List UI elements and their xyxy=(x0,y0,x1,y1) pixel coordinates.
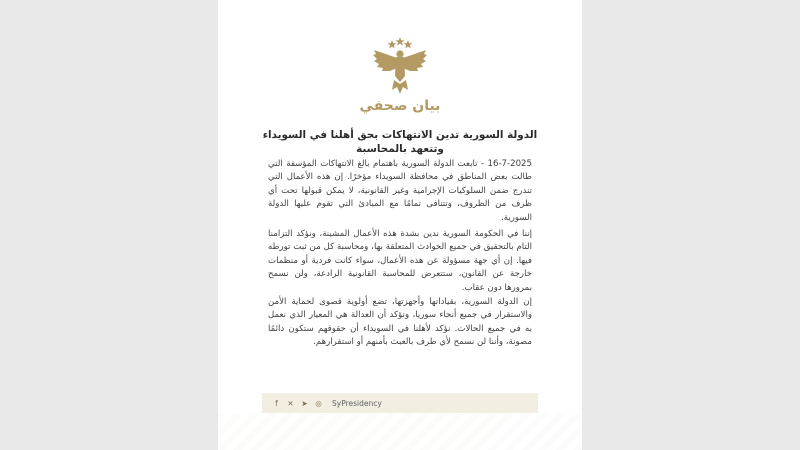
facebook-icon[interactable]: f xyxy=(275,398,278,408)
right-background xyxy=(582,0,800,450)
decorative-pattern xyxy=(218,414,582,450)
telegram-icon[interactable]: ➤ xyxy=(301,398,308,408)
statement-title: الدولة السورية تدين الانتهاكات بحق أهلنا في السويداء وتتعهد بالمحاسبة xyxy=(262,129,538,155)
social-handle[interactable]: SyPresidency xyxy=(332,398,382,408)
social-footer xyxy=(262,393,538,413)
left-background xyxy=(0,0,218,450)
press-statement-document xyxy=(218,0,582,450)
statement-paragraph-2: إننا في الحكومة السورية ندين بشدة هذه الأعمال المشينة، ونؤكد التزامنا التام بالتحقيق في جميع الحوادث المتعلقة بها، ومحاسبة كل من ثبت تورطه فيها. إن أي جهة مسؤولة عن هذه الأعمال، سواء كانت فردية أو منظمات خارجة عن القانون، ستتعرض للمحاسبة القانونية الرادعة، ولن نسمح بمرورها دون عقاب. xyxy=(268,229,532,293)
statement-heading: بيان صحفي xyxy=(359,98,441,114)
x-icon[interactable]: ✕ xyxy=(287,398,294,408)
eagle-emblem-icon xyxy=(370,36,430,98)
statement-paragraph-1: 16-7-2025 - تابعت الدولة السورية باهتمام بالغ الانتهاكات المؤسفة التي طالت بعض المناطق في محافظة السويداء مؤخرًا. إن هذه الأعمال التي تندرج ضمن السلوكيات الإجرامية وغير القانونية، لا يمكن قبولها تحت أي ظرف من الظروف، وتتنافى تمامًا مع المبادئ التي تقوم عليها الدولة السورية. xyxy=(268,159,532,223)
statement-paragraph-3: إن الدولة السورية، بقياداتها وأجهزتها، تضع أولوية قصوى لحماية الأمن والاستقرار في جميع أنحاء سوريا، وتؤكد أن العدالة هي المعيار الذي نعمل به في جميع الحالات. نؤكد لأهلنا في السويداء أن حقوقهم ستكون دائمًا مصونة، وأننا لن نسمح لأي طرف بالعبث بأمنهم أو استقرارهم. xyxy=(268,297,532,348)
instagram-icon[interactable]: ◎ xyxy=(315,398,322,408)
